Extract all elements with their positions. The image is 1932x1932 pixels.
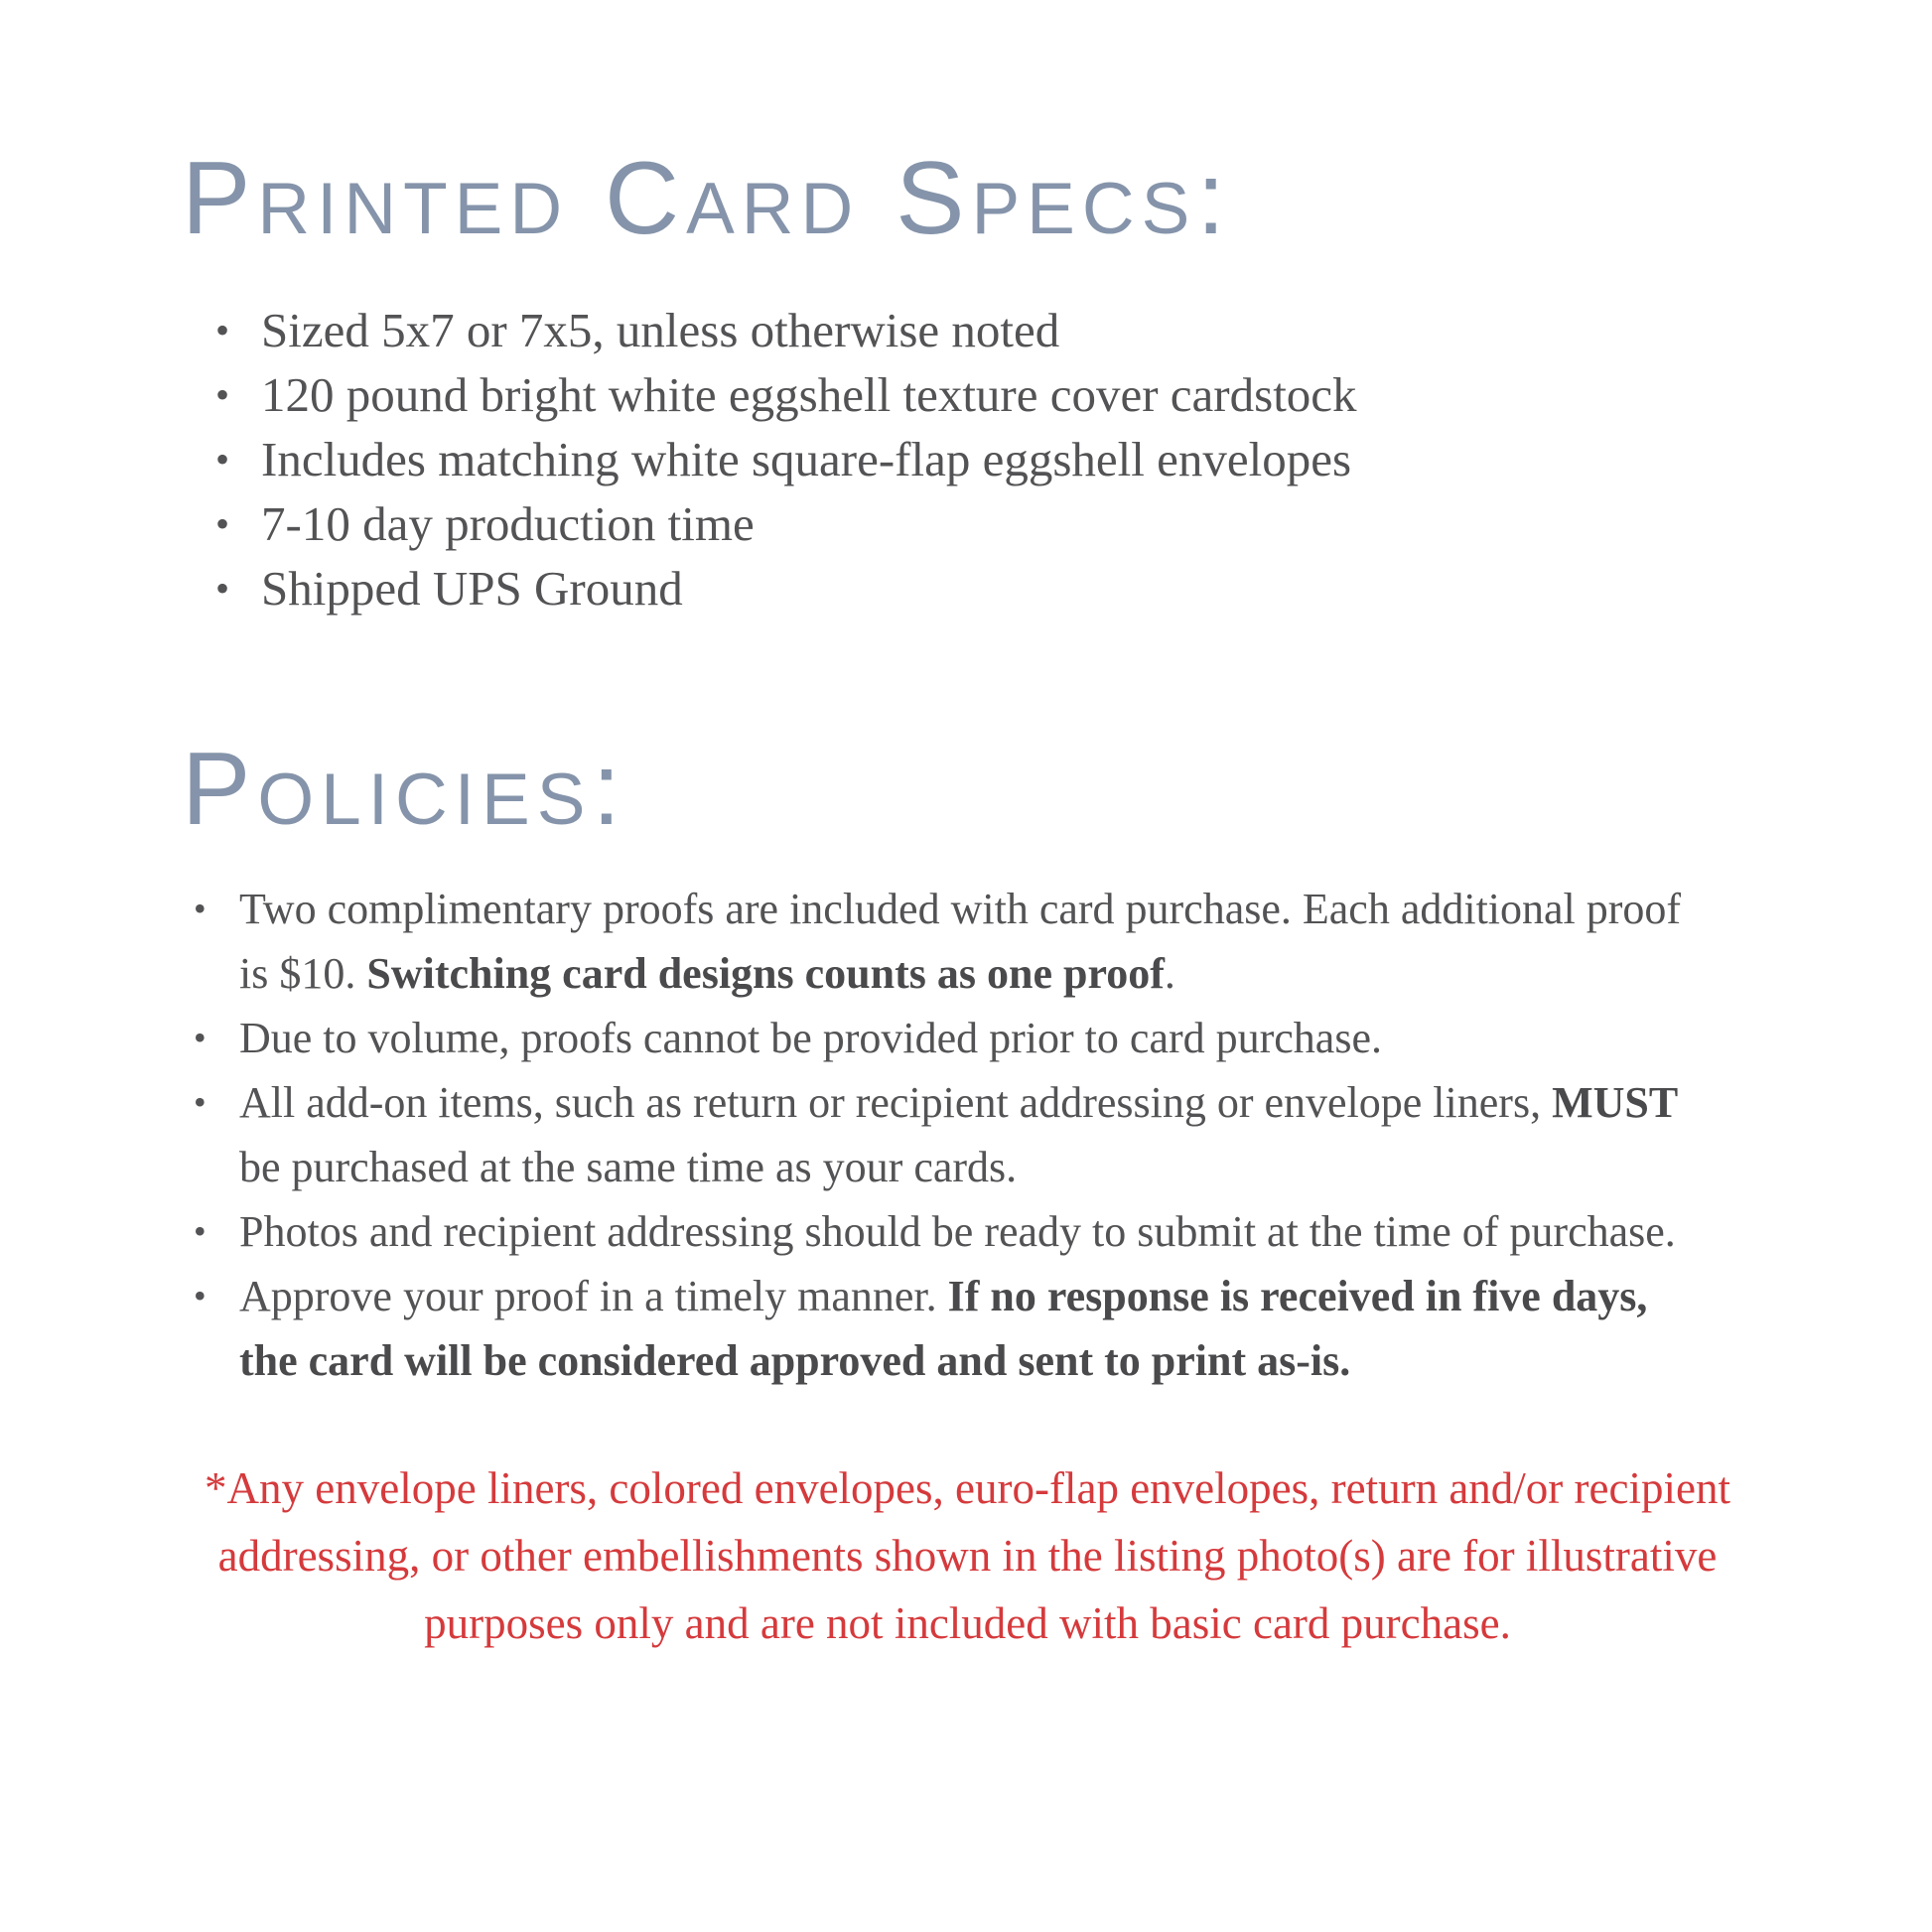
disclaimer-note: *Any envelope liners, colored envelopes, euro-flap envelopes, return and/or recipient addressing, or other embellishments shown in the listing photo(s) are for illustrative purposes only and are not included with basic card purchase. (205, 1463, 1730, 1648)
bullet-icon: • (215, 308, 230, 352)
bullet-icon: • (194, 1082, 207, 1122)
list-item (215, 556, 1753, 621)
list-item (215, 298, 1753, 362)
specs-heading: Printed Card Specs: (182, 141, 1233, 256)
policies-list (194, 877, 1703, 1393)
list-item-text: Approve your proof in a timely manner. If no response is received in five days, the card will be considered approved and sent to print as-is. (239, 1272, 1648, 1385)
specs-section (182, 139, 1753, 621)
list-item-text: 120 pound bright white eggshell texture cover cardstock (261, 367, 1357, 422)
list-item-text: 7-10 day production time (261, 496, 755, 551)
list-item-text: Sized 5x7 or 7x5, unless otherwise noted (261, 303, 1060, 357)
list-item (194, 1264, 1703, 1393)
policies-section (182, 730, 1753, 1393)
list-item (194, 1070, 1703, 1199)
list-item (215, 427, 1753, 491)
bullet-icon: • (194, 1276, 207, 1315)
list-item-text: All add-on items, such as return or recipient addressing or envelope liners, MUST be purchased at the same time as your cards. (239, 1078, 1679, 1191)
list-item (215, 491, 1753, 556)
bullet-icon: • (215, 566, 230, 611)
list-item (194, 877, 1703, 1006)
bullet-icon: • (215, 437, 230, 482)
specs-list (215, 298, 1753, 621)
list-item-text: Shipped UPS Ground (261, 561, 683, 616)
bullet-icon: • (194, 1211, 207, 1251)
list-item (194, 1006, 1703, 1070)
policies-heading: Policies: (182, 732, 628, 847)
list-item (215, 362, 1753, 427)
bullet-icon: • (194, 889, 207, 928)
list-item-text: Includes matching white square-flap eggshell envelopes (261, 432, 1352, 486)
bullet-icon: • (194, 1018, 207, 1057)
list-item-text: Due to volume, proofs cannot be provided prior to card purchase. (239, 1014, 1382, 1062)
bullet-icon: • (215, 372, 230, 417)
list-item-text: Two complimentary proofs are included with card purchase. Each additional proof is $10. Switching card designs counts as one proof. (239, 885, 1682, 998)
list-item (194, 1199, 1703, 1264)
bullet-icon: • (215, 501, 230, 546)
list-item-text: Photos and recipient addressing should be ready to submit at the time of purchase. (239, 1207, 1676, 1256)
